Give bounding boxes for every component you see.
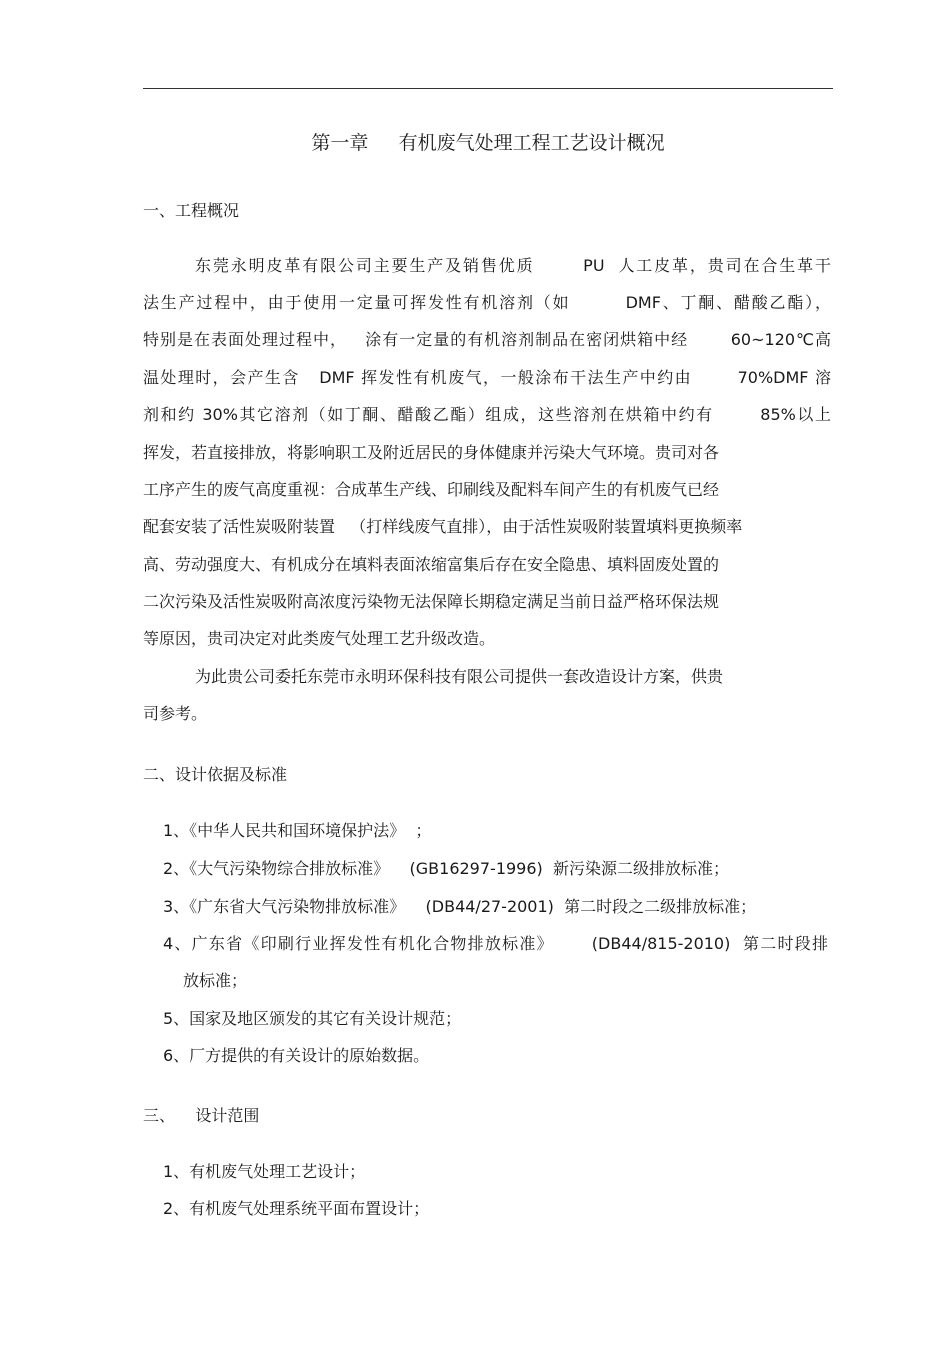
list-item: 1、有机废气处理工艺设计； xyxy=(163,1162,366,1181)
list-item: 6、厂方提供的有关设计的原始数据。 xyxy=(163,1046,430,1065)
list-item: 2、有机废气处理系统平面布置设计； xyxy=(163,1199,430,1218)
paragraph-line: 为此贵公司委托东莞市永明环保科技有限公司提供一套改造设计方案，供贵 xyxy=(195,667,724,686)
list-item-continuation: 放标准； xyxy=(183,971,248,990)
paragraph-line: 东莞永明皮革有限公司主要生产及销售优质 PU 人工皮革，贵司在合生革干 xyxy=(195,256,831,275)
paragraph-line: 司参考。 xyxy=(143,704,208,723)
paragraph-line: 工序产生的废气高度重视：合成革生产线、印刷线及配料车间产生的有机废气已经 xyxy=(143,480,720,499)
section-heading-standards: 二、设计依据及标准 xyxy=(143,765,288,784)
list-item: 2、《大气污染物综合排放标准》 (GB16297-1996) 新污染源二级排放标准； xyxy=(163,859,729,878)
paragraph-line: 高、劳动强度大、有机成分在填料表面浓缩富集后存在安全隐患、填料固废处置的 xyxy=(143,555,720,574)
paragraph-line: 等原因，贵司决定对此类废气处理工艺升级改造。 xyxy=(143,629,496,648)
section-heading-scope: 三、 设计范围 xyxy=(143,1106,260,1125)
paragraph-line: 剂和约 30%其它溶剂（如丁酮、醋酸乙酯）组成，这些溶剂在烘箱中约有 85%以上 xyxy=(143,405,831,424)
paragraph-line: 配套安装了活性炭吸附装置 （打样线废气直排），由于活性炭吸附装置填料更换频率 xyxy=(143,517,743,536)
paragraph-line: 二次污染及活性炭吸附高浓度污染物无法保障长期稳定满足当前日益严格环保法规 xyxy=(143,592,720,611)
paragraph-line: 挥发，若直接排放，将影响职工及附近居民的身体健康并污染大气环境。贵司对各 xyxy=(143,443,720,462)
chapter-title: 第一章 有机废气处理工程工艺设计概况 xyxy=(311,132,665,154)
paragraph-line: 特别是在表面处理过程中， 涂有一定量的有机溶剂制品在密闭烘箱中经 60~120℃高 xyxy=(143,330,831,349)
list-item: 1、《中华人民共和国环境保护法》 ； xyxy=(163,821,432,840)
list-item: 5、国家及地区颁发的其它有关设计规范； xyxy=(163,1009,462,1028)
paragraph-line: 法生产过程中，由于使用一定量可挥发性有机溶剂（如 DMF、丁酮、醋酸乙酯）， xyxy=(143,293,831,312)
list-item: 3、《广东省大气污染物排放标准》 (DB44/27-2001) 第二时段之二级排放标准； xyxy=(163,897,757,916)
list-item: 4、广东省《印刷行业挥发性有机化合物排放标准》 (DB44/815-2010) 第二时段排 xyxy=(163,934,828,953)
section-heading-overview: 一、工程概况 xyxy=(143,201,240,220)
header-rule xyxy=(143,88,833,89)
paragraph-line: 温处理时，会产生含 DMF 挥发性有机废气，一般涂布干法生产中约由 70%DMF 溶 xyxy=(143,368,831,387)
